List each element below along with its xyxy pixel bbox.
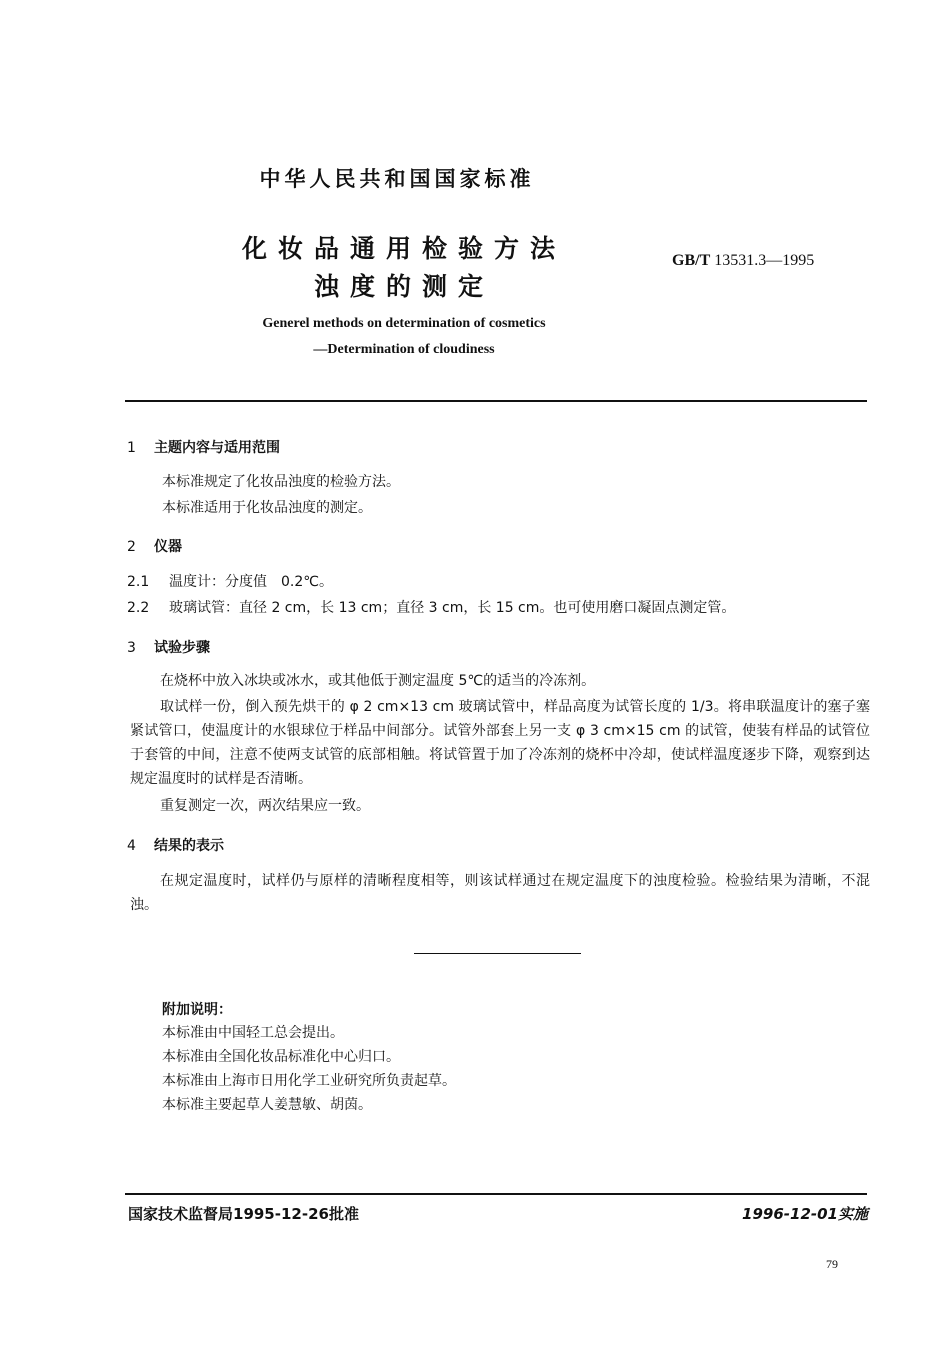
item-text: 温度计：分度值 0.2℃。 xyxy=(169,574,333,590)
section-1-line-2: 本标准适用于化妆品浊度的测定。 xyxy=(162,500,372,516)
section-1-heading xyxy=(127,437,280,457)
section-3-para-3: 重复测定一次，两次结果应一致。 xyxy=(160,798,370,814)
section-3-para-2: 取试样一份，倒入预先烘干的 φ 2 cm×13 cm 玻璃试管中，样品高度为试管长度的 1/3。将串联温度计的塞子塞紧试管口，使温度计的水银球位于样品中间部分。试管外部套上另一支 φ 3 cm×15 cm 的试管，使装有样品的试管位于套管的中间，注意不使两支试管的底部相触。将试管置于加了冷冻剂的烧杯中冷却，使试样温度逐步下降，观察到达规定温度时的试样是否清晰。 xyxy=(130,699,870,787)
notes-line-2: 本标准由全国化妆品标准化中心归口。 xyxy=(162,1049,400,1065)
section-4-heading xyxy=(127,835,224,855)
item-number: 2.1 xyxy=(127,574,150,590)
document-title: 化妆品通用检验方法 xyxy=(241,234,566,263)
section-title: 结果的表示 xyxy=(154,838,224,854)
item-2-1 xyxy=(127,571,333,591)
notes-line-1: 本标准由中国轻工总会提出。 xyxy=(162,1025,344,1041)
item-text: 玻璃试管：直径 2 cm，长 13 cm；直径 3 cm，长 15 cm。也可使用磨口凝固点测定管。 xyxy=(169,600,736,616)
item-number: 2.2 xyxy=(127,600,150,616)
notes-title: 附加说明： xyxy=(162,1002,232,1018)
section-4-para-1: 在规定温度时，试样仍与原样的清晰程度相等，则该试样通过在规定温度下的浊度检验。检验结果为清晰，不混浊。 xyxy=(130,873,870,913)
national-standard-heading: 中华人民共和国国家标准 xyxy=(259,167,535,191)
effective-date: 1996-12-01实施 xyxy=(742,1205,868,1223)
section-title: 仪器 xyxy=(154,539,182,555)
section-title: 主题内容与适用范围 xyxy=(154,440,280,456)
section-3-heading xyxy=(127,637,210,657)
standard-code xyxy=(672,252,814,270)
footer-rule xyxy=(125,1193,867,1195)
section-1-line-1: 本标准规定了化妆品浊度的检验方法。 xyxy=(162,474,400,490)
document-subtitle: 浊度的测定 xyxy=(313,272,494,301)
english-title-line2: —Determination of cloudiness xyxy=(313,342,495,357)
notes-line-3: 本标准由上海市日用化学工业研究所负责起草。 xyxy=(162,1073,456,1089)
section-number: 2 xyxy=(127,539,136,555)
section-number: 4 xyxy=(127,838,136,854)
approval-date: 国家技术监督局1995-12-26批准 xyxy=(128,1205,359,1223)
standard-code-number: 13531.3—1995 xyxy=(714,252,815,269)
section-number: 3 xyxy=(127,640,136,656)
standard-code-prefix: GB/T xyxy=(672,252,711,269)
english-title-line1: Generel methods on determination of cosmetics xyxy=(262,316,546,331)
section-3-para-1: 在烧杯中放入冰块或冰水，或其他低于测定温度 5℃的适当的冷冻剂。 xyxy=(160,673,596,689)
item-2-2 xyxy=(127,597,735,617)
header-rule xyxy=(125,400,867,402)
section-2-heading xyxy=(127,536,182,556)
notes-line-4: 本标准主要起草人姜慧敏、胡茵。 xyxy=(162,1097,372,1113)
end-rule xyxy=(414,953,581,954)
page-number: 79 xyxy=(826,1257,838,1271)
section-title: 试验步骤 xyxy=(154,640,210,656)
section-number: 1 xyxy=(127,440,136,456)
